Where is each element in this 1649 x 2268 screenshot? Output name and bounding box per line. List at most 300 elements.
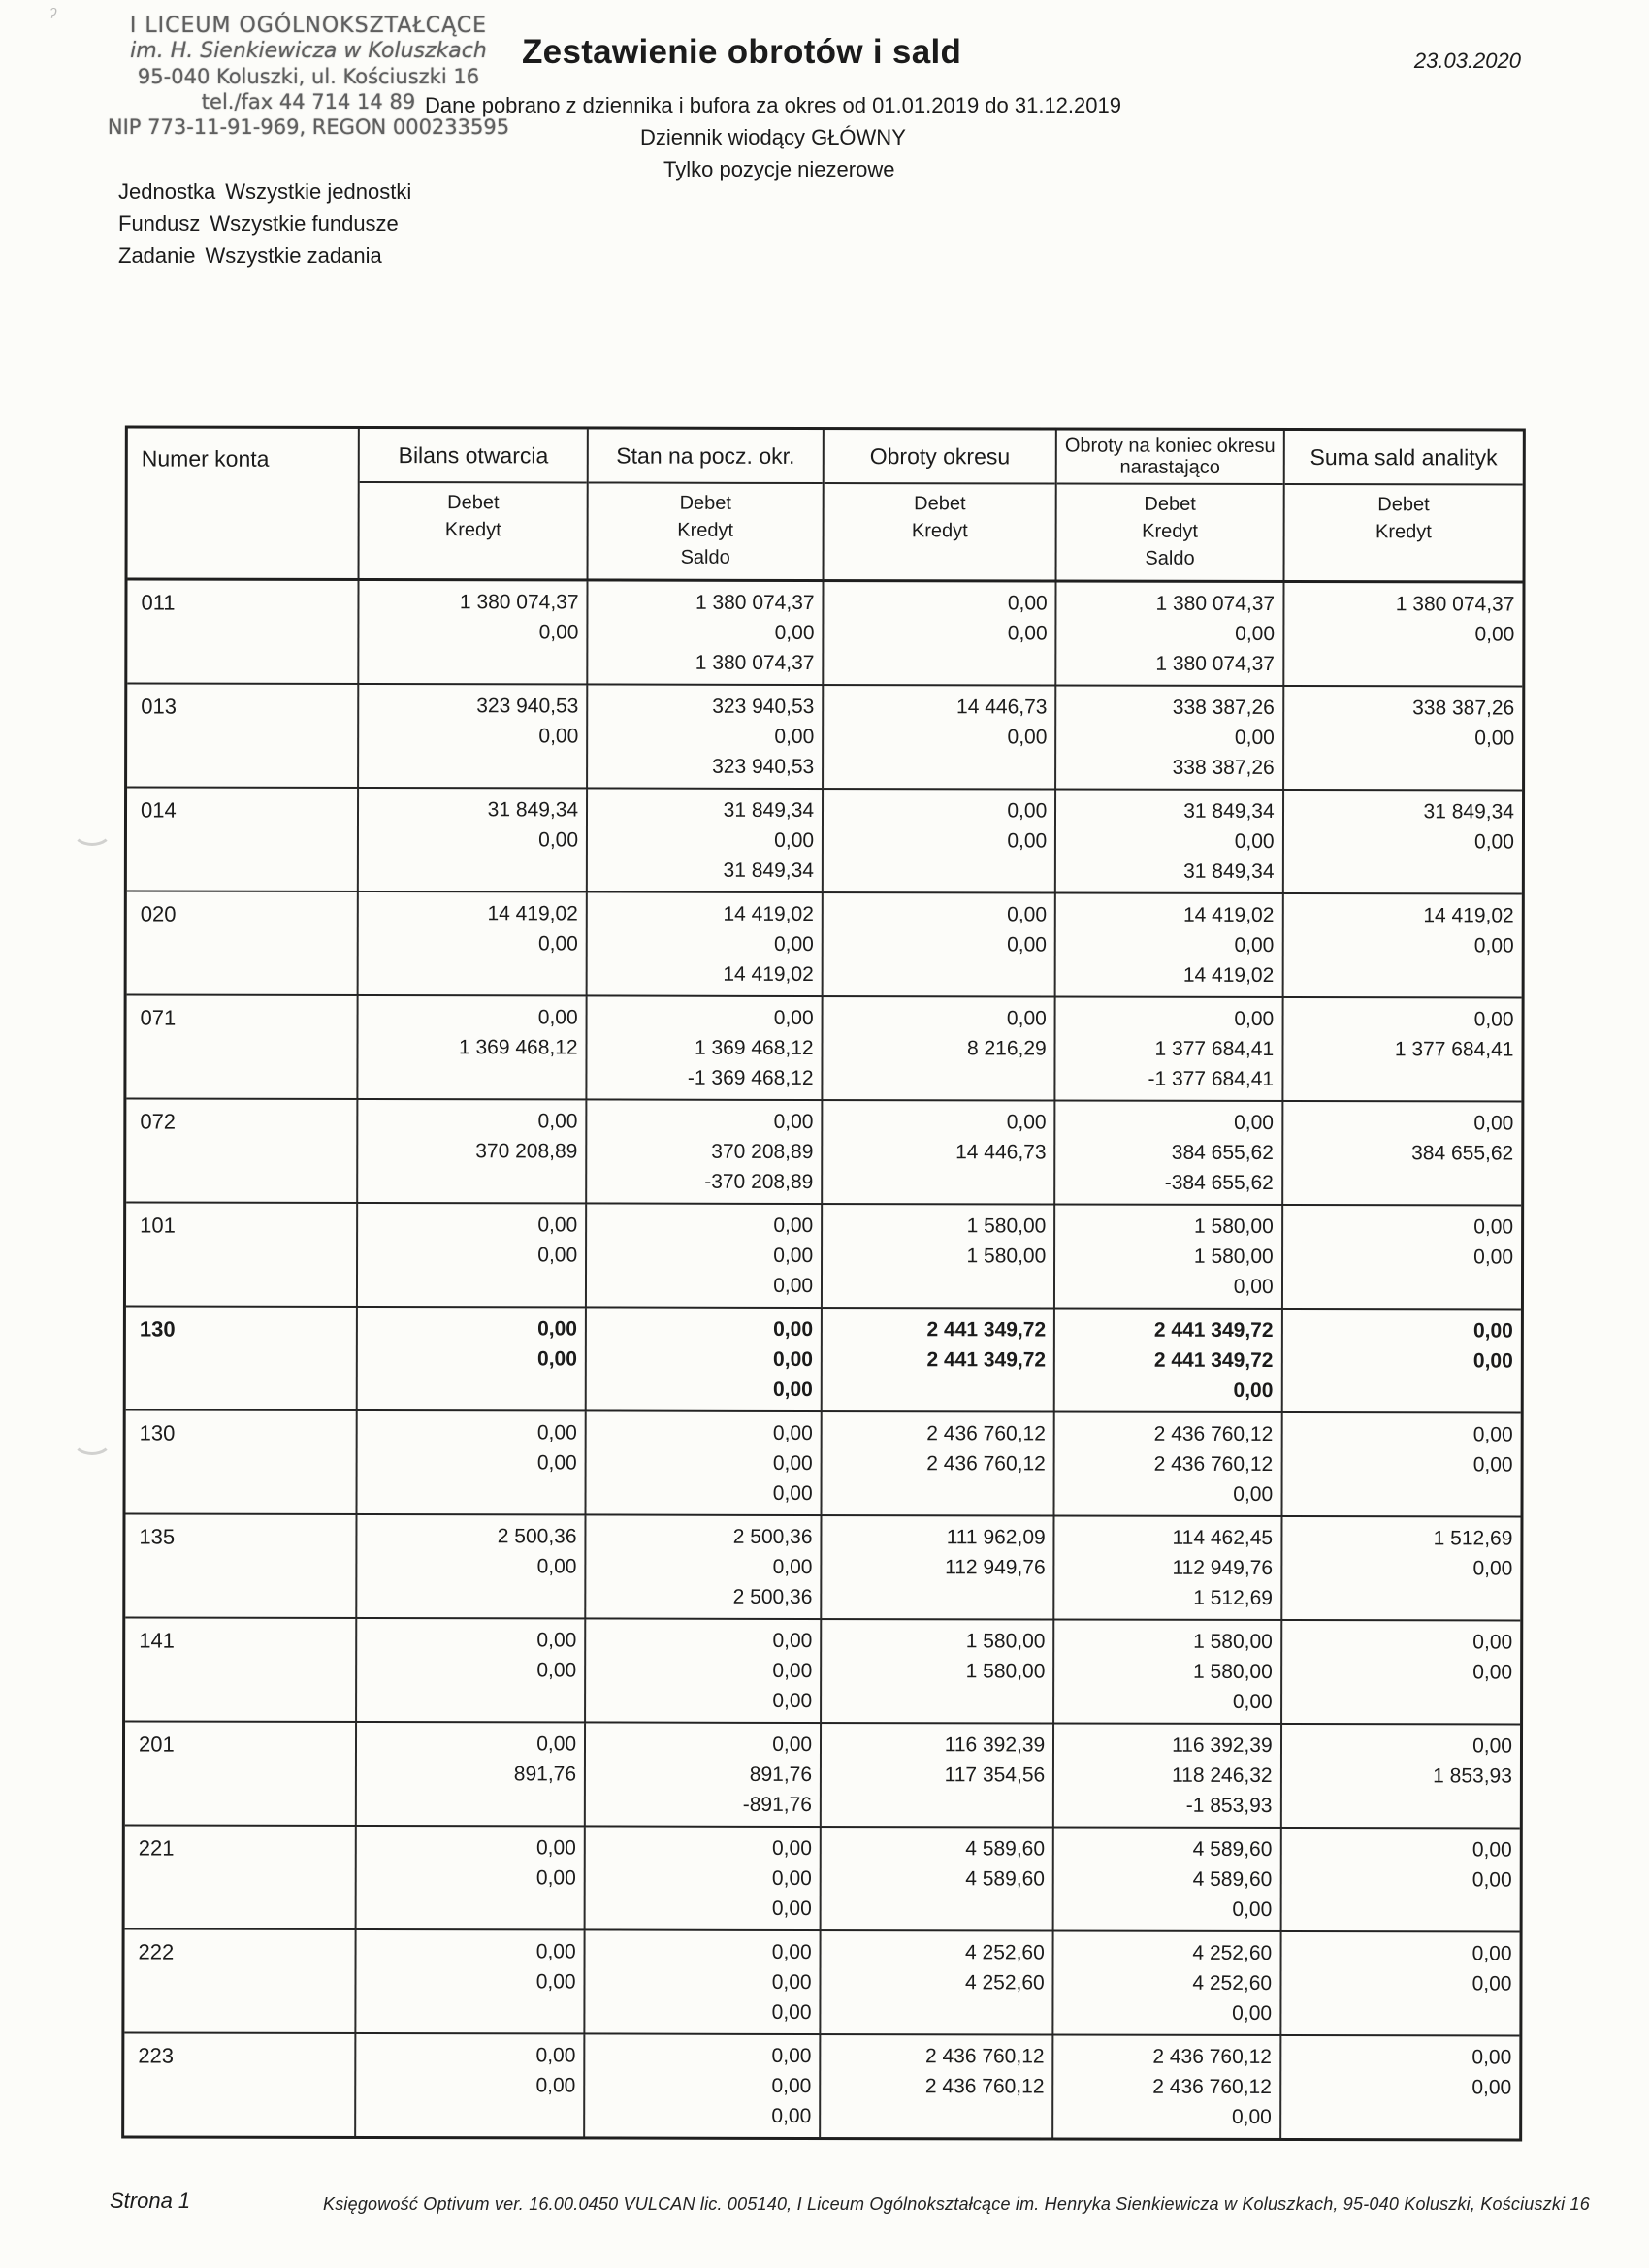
table-row — [124, 2031, 1519, 2138]
amount-line: 0,00 — [535, 1940, 576, 1963]
amount-line — [1289, 2102, 1511, 2132]
amount-cell — [1279, 2036, 1520, 2139]
amount-line: 1 580,00 — [1193, 1215, 1274, 1238]
amount-line: 0,00 — [772, 1421, 813, 1444]
amount-cell — [585, 1411, 821, 1514]
scan-artifact: ˀ — [48, 4, 56, 28]
amount-line — [829, 1686, 1045, 1716]
trial-balance-table — [121, 425, 1526, 2141]
filter-value: Wszystkie jednostki — [225, 179, 412, 204]
amount-line: 0,00 — [1472, 1557, 1513, 1580]
amount-line: 1 580,00 — [1193, 1660, 1273, 1683]
amount-line: 117 354,56 — [944, 1764, 1046, 1787]
amount-line: 0,00 — [772, 1377, 813, 1401]
account-number: 130 — [139, 1420, 176, 1445]
amount-line: 0,00 — [1472, 1661, 1513, 1684]
amount-cell — [1282, 687, 1523, 790]
amount-line — [830, 1478, 1046, 1508]
column-header-suma-sald — [1282, 431, 1523, 581]
amount-line: 31 849,34 — [487, 798, 579, 822]
amount-cell — [585, 1204, 821, 1307]
amount-cell — [1281, 894, 1522, 997]
amount-line: 31 849,34 — [723, 859, 815, 882]
sublabel-debet: Debet — [447, 492, 500, 514]
account-number: 101 — [140, 1213, 176, 1238]
amount-line: 0,00 — [1473, 1215, 1514, 1239]
amount-cell — [820, 1828, 1052, 1930]
amount-cell — [585, 996, 821, 1099]
amount-cell — [821, 1101, 1053, 1204]
amount-line — [1291, 1272, 1513, 1302]
sublabel-kredyt: Kredyt — [1374, 521, 1432, 543]
amount-line: 323 940,53 — [476, 695, 579, 718]
amount-line: 0,00 — [771, 1866, 812, 1890]
amount-line: 0,00 — [774, 621, 815, 644]
amount-line: 2 436 760,12 — [1152, 2045, 1272, 2068]
amount-line: 0,00 — [535, 1970, 576, 1993]
amount-cell — [1282, 583, 1523, 686]
amount-cell — [819, 2035, 1051, 2138]
amount-line: 114 462,45 — [1172, 1526, 1274, 1549]
amount-cell — [354, 2034, 583, 2136]
amount-line: 0,00 — [537, 932, 578, 956]
account-number: 011 — [141, 590, 176, 615]
amount-line: 0,00 — [1471, 1942, 1512, 1965]
amount-line: 0,00 — [773, 1274, 814, 1297]
amount-line: 323 940,53 — [712, 755, 815, 778]
amount-line: 370 208,89 — [711, 1140, 814, 1163]
amount-cell — [820, 1516, 1052, 1619]
amount-line: 0,00 — [773, 932, 814, 956]
account-number: 222 — [138, 1939, 175, 1964]
amount-line: 14 419,02 — [723, 962, 814, 986]
amount-line — [366, 1374, 577, 1404]
stamp-line: NIP 773-11-91-969, REGON 000233595 — [107, 115, 510, 139]
table-row — [124, 1928, 1519, 2034]
scan-artifact — [72, 1424, 113, 1455]
amount-line — [831, 959, 1047, 989]
amount-line: 0,00 — [1473, 1008, 1514, 1031]
amount-line: 1 580,00 — [966, 1245, 1047, 1268]
sublabel-kredyt: Kredyt — [444, 519, 501, 541]
amount-line: 14 446,73 — [956, 696, 1048, 719]
sublabel-debet: Debet — [914, 493, 966, 515]
print-date: 23.03.2020 — [1413, 49, 1521, 73]
amount-cell — [1054, 686, 1282, 788]
table-row — [127, 786, 1522, 892]
table-row — [126, 1097, 1521, 1204]
amount-line: 0,00 — [771, 2074, 812, 2097]
amount-line: 0,00 — [537, 1110, 578, 1133]
amount-line: 0,00 — [538, 725, 579, 748]
amount-line: 1 580,00 — [965, 1630, 1046, 1653]
amount-line — [367, 958, 578, 988]
amount-line: 338 387,26 — [1412, 697, 1515, 720]
amount-line: 2 436 760,12 — [926, 1452, 1046, 1475]
amount-line: 4 252,60 — [1192, 1971, 1273, 1994]
amount-line: 0,00 — [535, 2074, 576, 2097]
amount-line — [1290, 1687, 1512, 1717]
column-title: Bilans otwarcia — [360, 429, 587, 483]
filter-jednostka — [118, 176, 411, 208]
amount-cell — [822, 893, 1054, 996]
amount-line: 2 500,36 — [497, 1525, 577, 1548]
account-number: 014 — [140, 797, 177, 823]
account-number: 072 — [140, 1109, 177, 1134]
amount-line: 0,00 — [1234, 1007, 1275, 1030]
amount-cell — [821, 1412, 1053, 1515]
amount-line: 4 589,60 — [965, 1867, 1045, 1891]
amount-line: 0,00 — [771, 1836, 812, 1860]
amount-line — [1289, 1998, 1511, 2028]
amount-line: 1 369 468,12 — [694, 1036, 814, 1059]
amount-line — [364, 2100, 575, 2130]
amount-line: 0,00 — [1007, 829, 1048, 853]
amount-line: 0,00 — [1233, 1275, 1274, 1298]
amount-line: 0,00 — [537, 1244, 578, 1267]
amount-cell — [1281, 1102, 1522, 1205]
account-number: 141 — [139, 1628, 175, 1653]
amount-line: -370 208,89 — [704, 1170, 814, 1193]
column-title: Stan na pocz. okr. — [589, 429, 823, 484]
amount-line: 2 436 760,12 — [926, 1422, 1046, 1445]
amount-line — [366, 1477, 577, 1507]
page-number: Strona 1 — [110, 2188, 191, 2213]
filter-zadanie — [118, 240, 411, 272]
account-number: 130 — [139, 1316, 176, 1342]
account-number: 223 — [138, 2043, 175, 2068]
amount-cell — [1280, 1517, 1521, 1620]
amount-line: 0,00 — [1235, 622, 1276, 645]
amount-line — [830, 1375, 1046, 1405]
amount-cell — [1279, 1725, 1520, 1828]
table-row — [126, 1409, 1521, 1515]
amount-line: -1 377 684,41 — [1148, 1067, 1275, 1090]
account-number: 020 — [140, 901, 177, 926]
amount-line: 0,00 — [773, 1110, 814, 1133]
amount-cell — [584, 1619, 820, 1722]
amount-line — [1289, 1895, 1511, 1925]
amount-line: 0,00 — [772, 1629, 813, 1652]
amount-line: 14 419,02 — [1423, 904, 1514, 927]
amount-cell — [357, 789, 586, 891]
amount-cell — [356, 1100, 585, 1202]
amount-line: 0,00 — [771, 2000, 812, 2024]
amount-cell — [358, 581, 587, 683]
account-number: 201 — [138, 1732, 175, 1757]
table-row — [127, 890, 1522, 996]
amount-line: 0,00 — [1471, 2046, 1512, 2069]
amount-cell — [1281, 998, 1522, 1101]
amount-line: 14 419,02 — [1182, 903, 1275, 926]
amount-line: 0,00 — [1471, 1838, 1512, 1862]
amount-line — [830, 1271, 1046, 1301]
amount-line: 116 392,39 — [944, 1733, 1046, 1757]
amount-line — [366, 1270, 577, 1300]
amount-line: 0,00 — [771, 1896, 812, 1920]
amount-line: 0,00 — [1471, 2076, 1512, 2099]
amount-cell — [355, 1930, 584, 2032]
amount-line: -384 655,62 — [1164, 1171, 1274, 1194]
amount-line: 0,00 — [1233, 1482, 1274, 1506]
amount-line: 0,00 — [536, 1733, 577, 1756]
amount-cell — [821, 1205, 1053, 1308]
amount-line: 8 216,29 — [966, 1037, 1047, 1060]
amount-cell — [585, 1308, 821, 1410]
amount-line: 1 377 684,41 — [1154, 1037, 1275, 1060]
amount-line: 370 208,89 — [475, 1140, 578, 1163]
amount-line: 2 441 349,72 — [1153, 1318, 1274, 1342]
amount-line: 0,00 — [538, 621, 579, 644]
amount-line — [1291, 960, 1513, 990]
report-period-line: Dane pobrano z dziennika i bufora za okres od 01.01.2019 do 31.12.2019 — [425, 93, 1121, 117]
amount-line — [1291, 857, 1513, 887]
amount-line: 1 380 074,37 — [1155, 652, 1276, 675]
amount-line: 1 512,69 — [1193, 1586, 1273, 1609]
amount-line: 0,00 — [1232, 1897, 1273, 1921]
footer-info: Księgowość Optivum ver. 16.00.0450 VULCAN lic. 005140, I Liceum Ogólnokształcące im. Henryka Sienkiewicza w Koluszkach, 95-040 Koluszki, Kościuszki 16 — [323, 2194, 1590, 2214]
amount-line: 1 380 074,37 — [1155, 592, 1276, 615]
amount-line: 2 436 760,12 — [1152, 2075, 1272, 2098]
amount-line: 0,00 — [771, 1940, 812, 1963]
amount-cell — [356, 1411, 585, 1513]
amount-line: 118 246,32 — [1172, 1764, 1273, 1787]
amount-line: 0,00 — [1006, 1111, 1047, 1134]
amount-line: -1 853,93 — [1185, 1794, 1273, 1817]
amount-line: 112 949,76 — [945, 1556, 1046, 1579]
amount-line: 2 500,36 — [732, 1525, 813, 1548]
report-filters — [118, 176, 411, 272]
amount-cell — [819, 1931, 1051, 2034]
amount-line: 0,00 — [1007, 726, 1048, 749]
column-title: Suma sald analityk — [1284, 431, 1522, 486]
amount-line — [365, 1996, 576, 2026]
amount-line: 0,00 — [1473, 1246, 1514, 1269]
amount-line: 0,00 — [1234, 829, 1275, 853]
amount-line: 384 655,62 — [1411, 1142, 1514, 1165]
amount-line: 0,00 — [772, 1481, 813, 1505]
page-title: Zestawienie obrotów i sald — [522, 33, 962, 71]
amount-cell — [355, 1827, 584, 1928]
column-header-bilans-otwarcia — [358, 429, 587, 578]
amount-line: 0,00 — [771, 2104, 812, 2127]
amount-line: 2 436 760,12 — [1153, 1452, 1274, 1475]
amount-line: 0,00 — [536, 1451, 577, 1474]
table-row — [125, 1824, 1520, 1930]
amount-line — [368, 647, 579, 677]
amount-cell — [820, 1620, 1052, 1723]
amount-line: 0,00 — [1472, 1631, 1513, 1654]
amount-line: 31 849,34 — [1183, 799, 1275, 823]
amount-line: 0,00 — [536, 1629, 577, 1652]
amount-line: 0,00 — [774, 828, 815, 852]
amount-line — [367, 1062, 578, 1092]
table-row — [127, 682, 1522, 789]
amount-line: 1 377 684,41 — [1394, 1038, 1514, 1061]
account-number: 071 — [140, 1005, 177, 1030]
amount-line: 1 380 074,37 — [459, 591, 579, 614]
amount-line — [367, 751, 578, 781]
amount-line: 1 853,93 — [1433, 1765, 1512, 1788]
amount-line: 0,00 — [773, 1317, 814, 1341]
amount-line: 2 436 760,12 — [924, 2075, 1045, 2098]
amount-line: 0,00 — [1007, 592, 1048, 615]
table-row — [125, 1512, 1520, 1619]
account-number: 221 — [138, 1835, 175, 1861]
amount-line — [1291, 1064, 1513, 1094]
amount-line: 1 380 074,37 — [1395, 593, 1515, 616]
amount-line: 2 441 349,72 — [926, 1348, 1047, 1372]
amount-line: 0,00 — [1007, 622, 1048, 645]
amount-line — [829, 1997, 1045, 2027]
amount-line — [829, 1790, 1045, 1820]
amount-line: 891,76 — [513, 1763, 577, 1786]
amount-cell — [357, 685, 586, 787]
column-header-stan-na-pocz — [587, 429, 823, 579]
sublabel-debet: Debet — [1144, 493, 1196, 515]
filter-fundusz — [118, 208, 411, 240]
amount-cell — [356, 1308, 585, 1409]
amount-line: 0,00 — [1472, 1734, 1512, 1758]
amount-line: 338 387,26 — [1172, 696, 1275, 719]
amount-cell — [1054, 997, 1282, 1099]
amount-line: 0,00 — [1472, 1423, 1513, 1446]
amount-line: 0,00 — [773, 1214, 814, 1237]
institution-stamp — [97, 14, 520, 140]
amount-line: 14 419,02 — [487, 902, 578, 925]
table-body — [124, 580, 1522, 2138]
amount-cell — [356, 1515, 585, 1617]
amount-line: 31 849,34 — [1183, 859, 1275, 883]
amount-line: 1 380 074,37 — [695, 651, 815, 674]
amount-line: -891,76 — [742, 1793, 813, 1816]
amount-line: 0,00 — [1473, 1112, 1514, 1135]
amount-line: 0,00 — [1007, 799, 1048, 823]
amount-line: 0,00 — [537, 1006, 578, 1029]
amount-cell — [355, 1723, 584, 1825]
table-row — [126, 1305, 1521, 1411]
amount-line: 0,00 — [1474, 830, 1514, 854]
amount-cell — [1052, 1724, 1280, 1826]
amount-line: 0,00 — [1234, 1111, 1275, 1134]
amount-cell — [1053, 1516, 1281, 1618]
amount-cell — [1053, 1205, 1281, 1307]
amount-line: 4 252,60 — [965, 1941, 1045, 1964]
amount-line: 4 252,60 — [1192, 1941, 1273, 1964]
amount-cell — [1053, 1101, 1281, 1203]
sublabel-debet: Debet — [679, 492, 731, 514]
amount-line — [829, 1582, 1045, 1612]
amount-line: 0,00 — [535, 2044, 576, 2067]
amount-cell — [1052, 1620, 1280, 1722]
amount-cell — [1280, 1621, 1521, 1724]
amount-line: 0,00 — [1232, 1690, 1273, 1713]
amount-line: 0,00 — [1473, 934, 1514, 957]
amount-line: 0,00 — [537, 1317, 578, 1341]
amount-line: 0,00 — [773, 1347, 813, 1371]
column-sublabels — [1057, 485, 1283, 580]
amount-line — [366, 1166, 577, 1196]
column-header-obroty-na-koniec — [1055, 430, 1283, 579]
amount-line: 1 580,00 — [1193, 1245, 1274, 1268]
filter-value: Wszystkie fundusze — [210, 211, 399, 236]
sublabel-kredyt: Kredyt — [911, 520, 968, 542]
amount-cell — [822, 582, 1054, 685]
amount-line — [1292, 649, 1514, 679]
table-row — [127, 580, 1522, 685]
amount-cell — [584, 1723, 820, 1826]
amount-line: 111 962,09 — [946, 1526, 1046, 1549]
amount-cell — [1281, 1206, 1522, 1309]
amount-line: 0,00 — [1233, 1378, 1274, 1402]
amount-cell — [1055, 582, 1283, 684]
amount-line: 0,00 — [1472, 1453, 1513, 1476]
amount-cell — [822, 790, 1054, 892]
column-sublabels — [360, 483, 587, 572]
amount-line: 0,00 — [771, 1970, 812, 1993]
amount-line: 338 387,26 — [1172, 756, 1275, 779]
table-row — [126, 993, 1521, 1100]
amount-line: 0,00 — [538, 828, 579, 852]
amount-line: 4 589,60 — [1192, 1867, 1273, 1891]
amount-line: 0,00 — [1231, 2105, 1272, 2128]
scan-artifact — [72, 815, 113, 846]
sublabel-saldo: Saldo — [680, 546, 730, 568]
amount-line: 116 392,39 — [1172, 1733, 1273, 1757]
amount-line: 0,00 — [536, 1555, 577, 1578]
amount-cell — [356, 1204, 585, 1306]
amount-cell — [357, 892, 586, 994]
amount-line: 0,00 — [536, 1659, 577, 1682]
amount-line — [831, 856, 1047, 886]
amount-line: 2 441 349,72 — [926, 1318, 1047, 1342]
amount-line: 0,00 — [1007, 933, 1048, 956]
amount-line: 1 580,00 — [965, 1660, 1046, 1683]
amount-line — [829, 1894, 1045, 1924]
stamp-line: im. H. Sienkiewicza w Koluszkach — [130, 39, 487, 63]
amount-cell — [1052, 1828, 1280, 1929]
amount-line: 0,00 — [773, 1244, 814, 1267]
table-header — [128, 428, 1523, 583]
column-header-obroty-okresu — [823, 430, 1055, 580]
amount-line: 0,00 — [537, 1347, 577, 1371]
amount-line — [1291, 1168, 1513, 1198]
filter-label: Fundusz — [118, 211, 201, 236]
amount-line: 0,00 — [1234, 933, 1275, 956]
amount-cell — [1054, 790, 1282, 891]
amount-line: 0,00 — [1474, 727, 1515, 750]
amount-cell — [1280, 1310, 1521, 1412]
filter-label: Zadanie — [118, 243, 196, 268]
amount-line: 2 436 760,12 — [924, 2045, 1045, 2068]
amount-cell — [357, 996, 586, 1098]
amount-cell — [822, 997, 1054, 1100]
nonzero-line: Tylko pozycje niezerowe — [663, 157, 895, 181]
amount-line: 0,00 — [1007, 903, 1048, 926]
amount-line: 0,00 — [537, 1214, 578, 1237]
amount-line: 0,00 — [1232, 2001, 1273, 2025]
amount-cell — [586, 892, 822, 995]
amount-line: 0,00 — [1234, 726, 1275, 749]
filter-value: Wszystkie zadania — [205, 243, 382, 268]
amount-line: 0,00 — [1006, 1007, 1047, 1030]
amount-line — [1289, 1791, 1511, 1821]
account-number: 135 — [139, 1524, 176, 1549]
amount-cell — [583, 1930, 819, 2033]
amount-line: 0,00 — [535, 1836, 576, 1860]
amount-line: 2 441 349,72 — [1153, 1348, 1274, 1372]
amount-line: 112 949,76 — [1172, 1556, 1274, 1579]
